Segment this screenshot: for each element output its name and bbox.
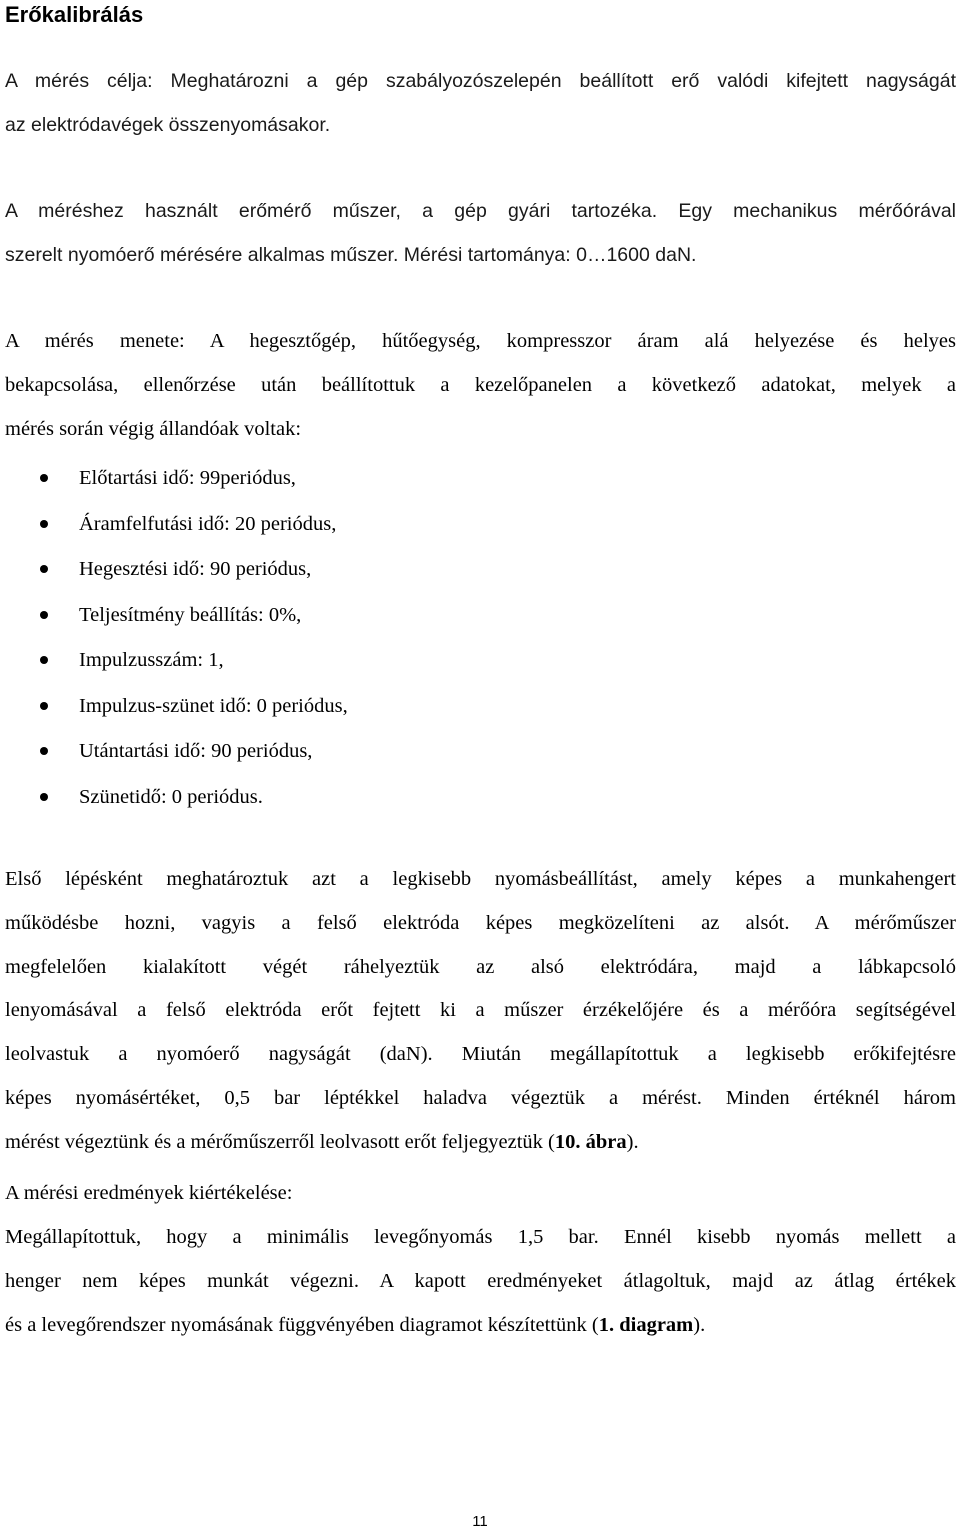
instrument-paragraph: [5, 190, 956, 278]
list-item: [0, 502, 960, 548]
bullet-icon: [40, 793, 48, 801]
procedure-line-1: A mérés menete: A hegesztőgép, hűtőegység, kompresszor áram alá helyezése és helyes: [5, 330, 956, 352]
instrument-line-1: A méréshez használt erőmérő műszer, a gép gyári tartozéka. Egy mechanikus mérőórával: [5, 200, 956, 222]
bullet-icon: [40, 747, 48, 755]
setting-text: Utántartási idő: 90 periódus,: [79, 740, 313, 762]
list-item: [0, 547, 960, 593]
page-number: 11: [472, 1513, 488, 1530]
bullet-icon: [40, 702, 48, 710]
diagram-reference: 1. diagram: [598, 1313, 694, 1336]
instrument-line-2: szerelt nyomóerő mérésére alkalmas műszer. Mérési tartománya: 0…1600 daN.: [5, 243, 697, 266]
bullet-icon: [40, 474, 48, 482]
setting-text: Áramfelfutási idő: 20 periódus,: [79, 512, 337, 535]
first-step-line-5: leolvastuk a nyomóerő nagyságát (daN). Miután megállapítottuk a legkisebb erőkifejtésre: [5, 1043, 956, 1066]
first-step-line-3: megfelelően kialakított végét ráhelyeztük az alsó elektródára, majd a lábkapcsoló: [5, 955, 956, 978]
conclusion-paragraph: [5, 1216, 956, 1347]
list-item: [0, 638, 960, 684]
first-step-line-7-end: ).: [626, 1130, 639, 1153]
figure-reference: 10. ábra: [554, 1130, 627, 1153]
first-step-line-7-text: mérést végeztünk és a mérőműszerről leolvasott erőt feljegyeztük (: [5, 1130, 555, 1153]
procedure-line-3: mérés során végig állandóak voltak:: [5, 417, 302, 440]
first-step-line-4: lenyomásával a felső elektróda erőt fejtett ki a műszer érzékelőjére és a mérőóra segítségével: [5, 999, 956, 1022]
evaluation-title: A mérési eredmények kiértékelése:: [5, 1182, 293, 1204]
purpose-paragraph: [5, 60, 956, 148]
first-step-line-2: működésbe hozni, vagyis a felső elektróda képes megközelíteni az alsót. A mérőműszer: [5, 911, 956, 934]
list-item: [0, 775, 960, 821]
settings-list: [0, 456, 960, 820]
setting-text: Előtartási idő: 99periódus,: [79, 467, 296, 489]
bullet-icon: [40, 611, 48, 619]
first-step-line-7: [5, 1121, 956, 1165]
conclusion-line-3: [5, 1304, 956, 1348]
conclusion-line-2: henger nem képes munkát végezni. A kapott eredményeket átlagoltuk, majd az átlag értékek: [5, 1269, 956, 1292]
purpose-line-1: A mérés célja: Meghatározni a gép szabályozószelepén beállított erő valódi kifejtett nagyságát: [5, 70, 956, 92]
list-item: [0, 456, 960, 502]
purpose-line-2: az elektródavégek összenyomásakor.: [5, 113, 331, 136]
setting-text: Szünetidő: 0 periódus.: [79, 785, 263, 808]
bullet-icon: [40, 520, 48, 528]
setting-text: Impulzus-szünet idő: 0 periódus,: [79, 694, 348, 717]
procedure-paragraph: [5, 320, 956, 451]
setting-text: Hegesztési idő: 90 periódus,: [79, 558, 312, 580]
first-step-line-6: képes nyomásértéket, 0,5 bar léptékkel haladva végeztük a mérést. Minden értéknél három: [5, 1086, 956, 1109]
list-item: [0, 684, 960, 730]
page-heading: Erőkalibrálás: [5, 2, 144, 27]
first-step-paragraph: [5, 858, 956, 1165]
first-step-line-1: Első lépésként meghatároztuk azt a legkisebb nyomásbeállítást, amely képes a munkahengert: [5, 868, 956, 890]
setting-text: Teljesítmény beállítás: 0%,: [79, 603, 302, 626]
conclusion-line-1: Megállapítottuk, hogy a minimális levegőnyomás 1,5 bar. Ennél kisebb nyomás mellett a: [5, 1226, 956, 1248]
list-item: [0, 729, 960, 775]
conclusion-line-3-text: és a levegőrendszer nyomásának függvényében diagramot készítettünk (: [5, 1313, 599, 1336]
procedure-line-2: bekapcsolása, ellenőrzése után beállítottuk a kezelőpanelen a következő adatokat, melyek a: [5, 373, 956, 396]
bullet-icon: [40, 565, 48, 573]
conclusion-line-3-end: ).: [693, 1313, 706, 1336]
bullet-icon: [40, 656, 48, 664]
list-item: [0, 593, 960, 639]
setting-text: Impulzusszám: 1,: [79, 649, 224, 671]
